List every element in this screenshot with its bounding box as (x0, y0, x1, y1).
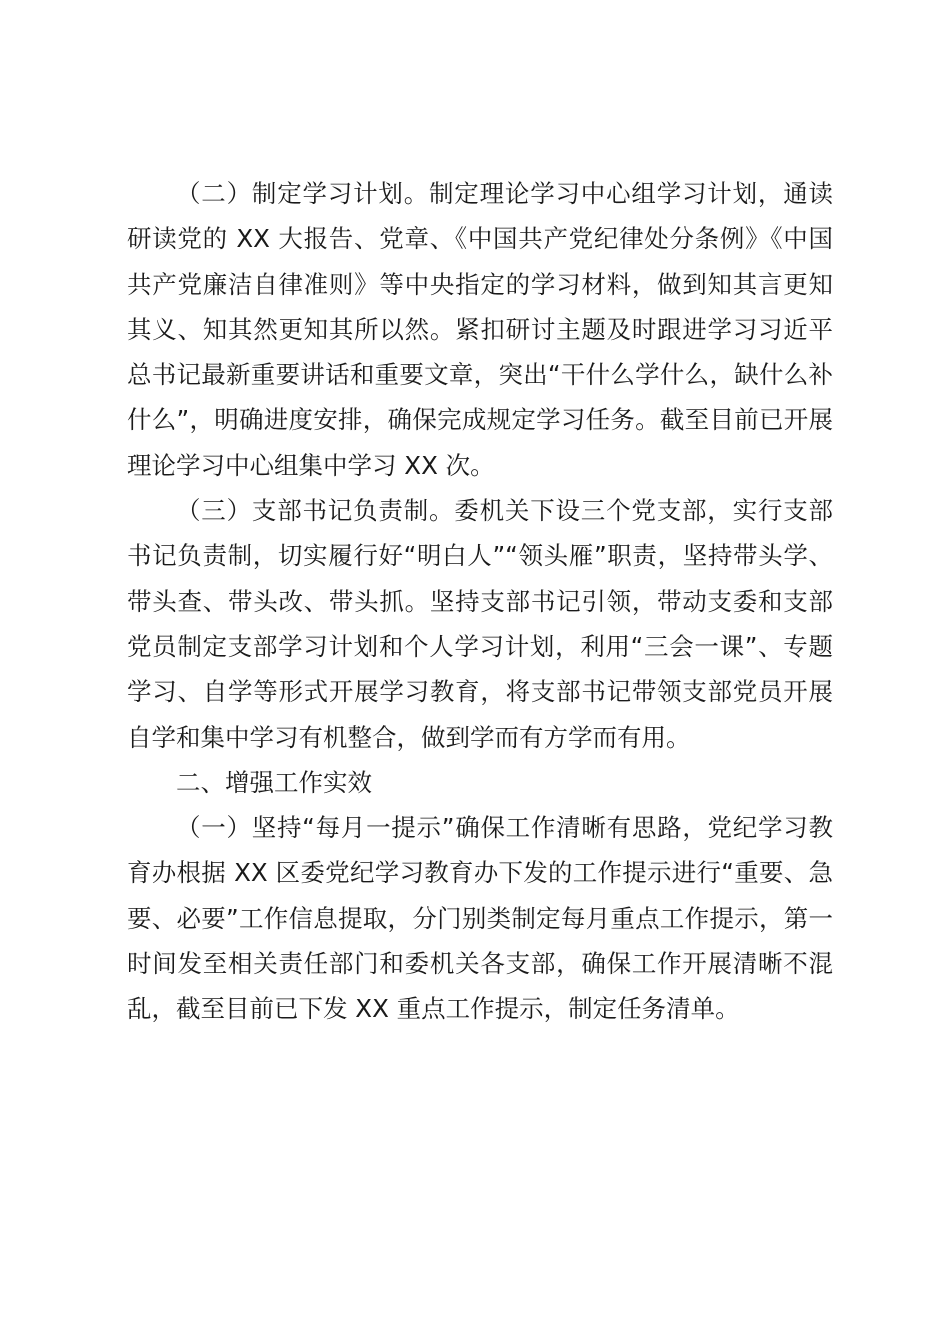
paragraph-study-plan: （二）制定学习计划。制定理论学习中心组学习计划，通读研读党的 XX 大报告、党章、《中国共产党纪律处分条例》《中国共产党廉洁自律准则》等中央指定的学习材料，做到知其言更知其义、知其然更知其所以然。紧扣研讨主题及时跟进学习习近平总书记最新重要讲话和重要文章，突出“干什么学什么，缺什么补什么”，明确进度安排，确保完成规定学习任务。截至目前已开展理论学习中心组集中学习 XX 次。 (127, 179, 833, 480)
section-heading: 二、增强工作实效 (176, 767, 372, 797)
paragraph-branch-secretary: （三）支部书记负责制。委机关下设三个党支部，实行支部书记负责制，切实履行好“明白人”“领头雁”职责，坚持带头学、带头查、带头改、带头抓。坚持支部书记引领，带动支委和支部党员制定支部学习计划和个人学习计划，利用“三会一课”、专题学习、自学等形式开展学习教育，将支部书记带领支部党员开展自学和集中学习有机整合，做到学而有方学而有用。 (127, 496, 833, 752)
document-body (127, 171, 833, 1032)
paragraph-monthly-reminder: （一）坚持“每月一提示”确保工作清晰有思路，党纪学习教育办根据 XX 区委党纪学习教育办下发的工作提示进行“重要、急要、必要”工作信息提取，分门别类制定每月重点工作提示，第一时间发至相关责任部门和委机关各支部，确保工作开展清晰不混乱，截至目前已下发 XX 重点工作提示，制定任务清单。 (127, 813, 833, 1024)
